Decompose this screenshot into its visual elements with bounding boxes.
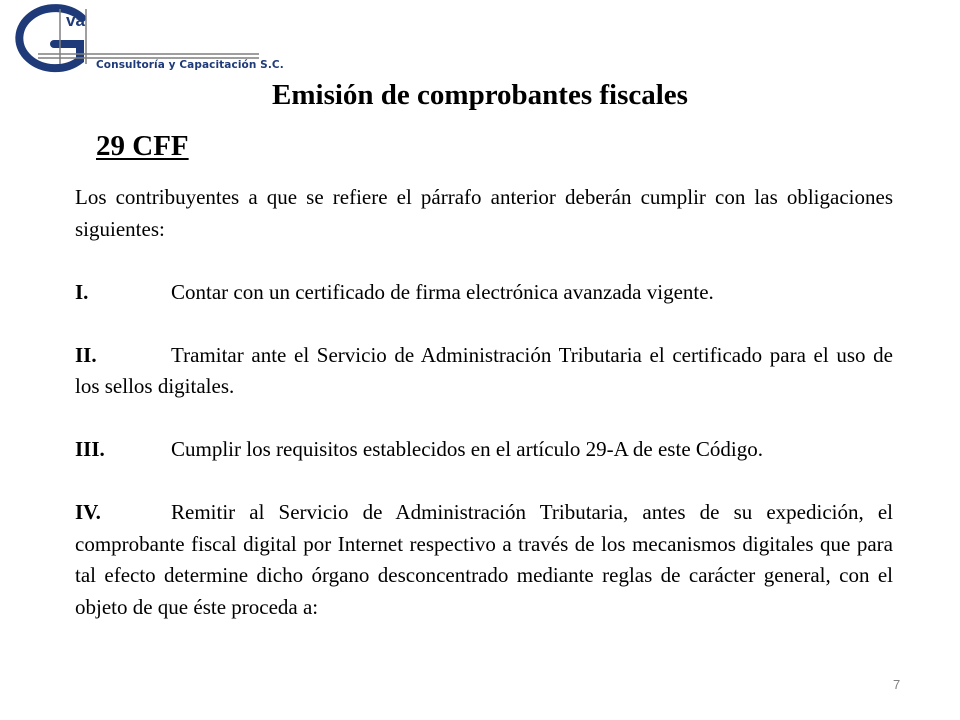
item-text: Cumplir los requisitos establecidos en el artículo 29-A de este Código.: [171, 437, 763, 461]
item-number: I.: [75, 279, 89, 304]
list-item: [75, 340, 893, 403]
company-logo: [4, 4, 284, 74]
item-number: IV.: [75, 500, 101, 524]
logo-letters: va: [66, 11, 85, 30]
list-item: [75, 434, 893, 466]
page-number: 7: [893, 677, 901, 692]
slide-subtitle: 29 CFF: [96, 130, 189, 162]
item-text: Tramitar ante el Servicio de Administración Tributaria el certificado para el uso de los sellos digitales.: [75, 342, 893, 398]
item-text: Contar con un certificado de firma electrónica avanzada vigente.: [171, 279, 714, 304]
article-body: [75, 182, 893, 623]
slide-title: Emisión de comprobantes fiscales: [272, 79, 688, 111]
intro-paragraph: Los contribuyentes a que se refiere el párrafo anterior deberán cumplir con las obligaciones siguientes:: [75, 185, 893, 241]
list-item: [75, 497, 893, 623]
item-text: Remitir al Servicio de Administración Tributaria, antes de su expedición, el comprobante fiscal digital por Internet respectivo a través de los mecanismos digitales que para tal efecto determine dicho órgano desconcentrado mediante reglas de carácter general, con el objeto de que éste proceda a:: [75, 500, 893, 619]
list-item: [75, 277, 893, 309]
item-number: II.: [75, 342, 97, 367]
item-number: III.: [75, 437, 105, 461]
logo-tagline: Consultoría y Capacitación S.C.: [96, 59, 284, 71]
